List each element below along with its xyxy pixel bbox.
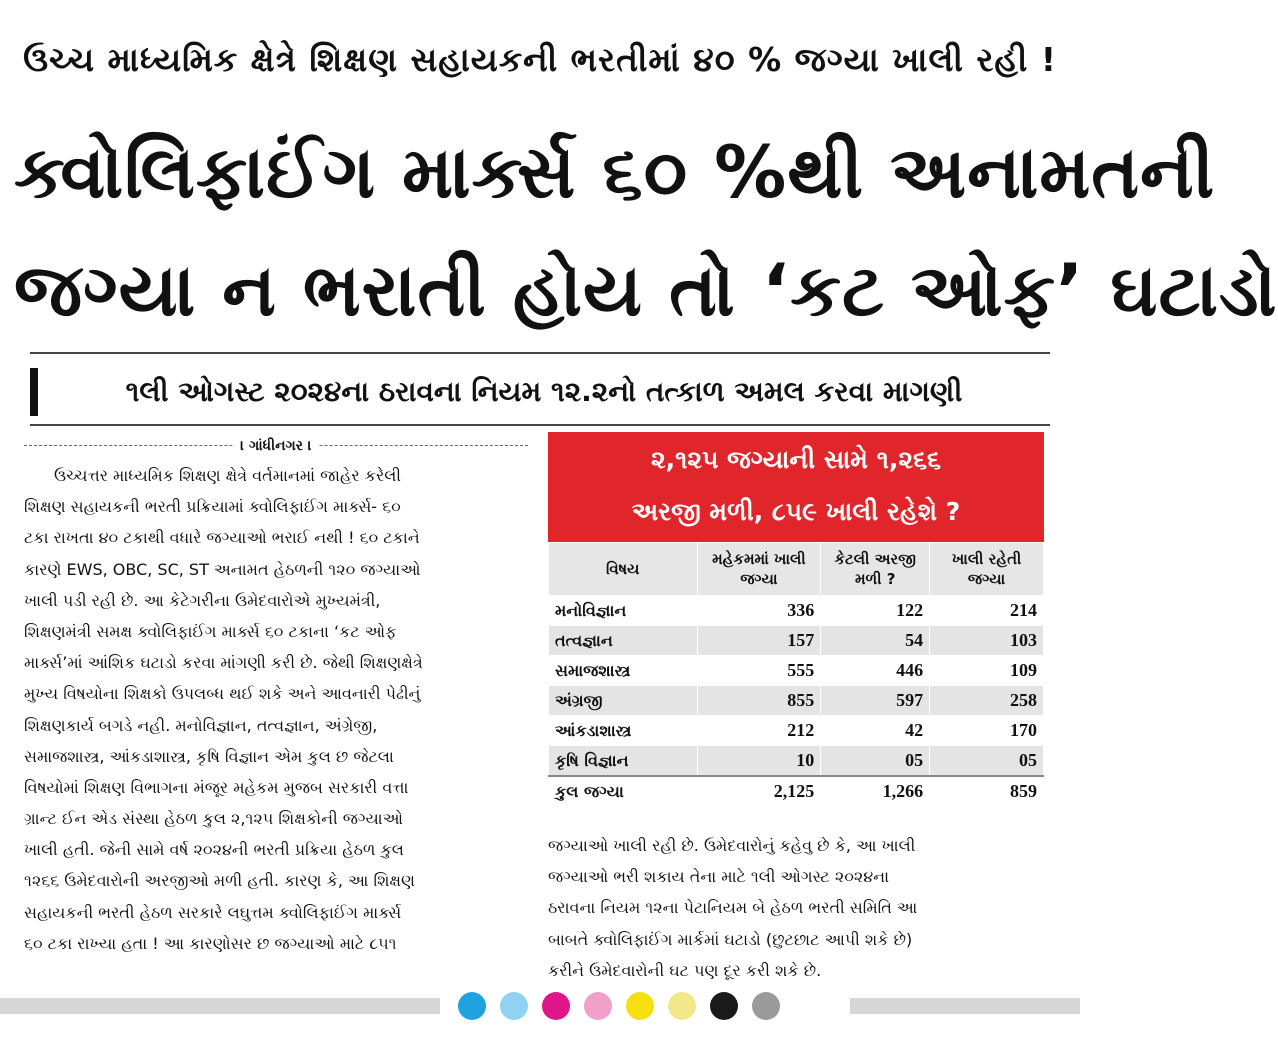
table-row <box>549 656 1044 686</box>
article-line: ગ્રાન્ટ ઈન એડ સંસ્થા હેઠળ કુલ ૨,૧૨૫ શિક્ષકોની જગ્યાઓ <box>24 809 403 829</box>
header-vacant: મહેકમમાં ખાલી જગ્યા <box>697 543 821 596</box>
article-line: ૧૨૬૬ ઉમેદવારોની અરજીઓ મળી હતી. કારણ કે, આ શિક્ષણ <box>24 871 416 891</box>
cell-applications: 597 <box>821 686 930 716</box>
cell-subject: કૃષિ વિજ્ઞાન <box>549 746 698 777</box>
cell-remaining: 214 <box>930 596 1044 626</box>
cell-applications: 42 <box>821 716 930 746</box>
article-line: જગ્યાઓ ખાલી રહી છે. ઉમેદવારોનું કહેવુ છે કે, આ ખાલી <box>548 836 916 855</box>
cell-applications: 1,266 <box>821 776 930 807</box>
cell-remaining: 859 <box>930 776 1044 807</box>
main-headline-line-2: જગ્યા ન ભરાતી હોય તો ‘કટ ઓફ’ ઘટાડો <box>14 248 1278 332</box>
print-registration-strip <box>0 992 1080 1020</box>
article-line: માર્ક્સ’માં આંશિક ઘટાડો કરવા માંગણી કરી છે. જેથી શિક્ષણક્ષેત્રે <box>24 653 423 673</box>
cell-subject: સમાજશાસ્ત્ર <box>549 656 698 686</box>
light-magenta-registration-dot <box>584 992 612 1020</box>
article-line: સહાયકની ભરતી હેઠળ સરકારે લઘુત્તમ ક્વોલિફાઈંગ માર્ક્સ <box>24 902 402 922</box>
cell-vacant: 157 <box>697 626 821 656</box>
article-line: ખાલી હતી. જેની સામે વર્ષ ૨૦૨૪ની ભરતી પ્રક્રિયા હેઠળ કુલ <box>24 840 404 860</box>
table-row <box>549 746 1044 777</box>
registration-bar-right <box>850 998 1080 1014</box>
black-registration-dot <box>710 992 738 1020</box>
gray-registration-dot <box>752 992 780 1020</box>
stats-box <box>548 432 1044 807</box>
cell-remaining: 05 <box>930 746 1044 777</box>
cell-applications: 54 <box>821 626 930 656</box>
cell-vacant: 2,125 <box>697 776 821 807</box>
table-header-row <box>549 543 1044 596</box>
registration-bar-left <box>0 998 440 1014</box>
stats-box-title-line-1: ૨,૧૨૫ જગ્યાની સામે ૧,૨૬૬ <box>650 445 942 474</box>
cell-applications: 122 <box>821 596 930 626</box>
cell-vacant: 10 <box>697 746 821 777</box>
stats-box-title-line-2: અરજી મળી, ૮૫૯ ખાલી રહેશે ? <box>631 497 961 526</box>
article-line: મુખ્ય વિષયોના શિક્ષકો ઉપલબ્ધ થઈ શકે અને આવનારી પેઢીનું <box>24 684 421 704</box>
main-headline-line-1: ક્વોલિફાઈંગ માર્ક્સ ૬૦ %થી અનામતની <box>14 130 1216 214</box>
article-line: જગ્યાઓ ભરી શકાય તેના માટે ૧લી ઓગસ્ટ ૨૦૨૪ના <box>548 867 890 887</box>
article-line: કરીને ઉમેદવારોની ઘટ પણ દૂર કરી શકે છે. <box>548 960 822 980</box>
table-row <box>549 596 1044 626</box>
light-yellow-registration-dot <box>668 992 696 1020</box>
article-line: ઉચ્ચત્તર માધ્યમિક શિક્ષણ ક્ષેત્રે વર્તમાનમાં જાહેર કરેલી <box>54 466 401 485</box>
cell-vacant: 555 <box>697 656 821 686</box>
cell-vacant: 212 <box>697 716 821 746</box>
dateline: । ગાંધીનગર । <box>232 432 319 460</box>
table-row <box>549 716 1044 746</box>
article-left-column <box>24 432 528 959</box>
light-cyan-registration-dot <box>500 992 528 1020</box>
header-subject: વિષય <box>549 543 698 596</box>
article-line: કારણે EWS, OBC, SC, ST અનામત હેઠળની ૧૨૦ જગ્યાઓ <box>24 559 421 579</box>
cell-subject: કુલ જગ્યા <box>549 776 698 807</box>
deck-rule-top <box>30 352 1050 354</box>
table-row <box>549 626 1044 656</box>
table-row <box>549 686 1044 716</box>
cell-subject: આંકડાશાસ્ત્ર <box>549 716 698 746</box>
cell-remaining: 109 <box>930 656 1044 686</box>
cell-subject: અંગ્રજી <box>549 686 698 716</box>
cell-remaining: 103 <box>930 626 1044 656</box>
cell-subject: મનોવિજ્ઞાન <box>549 596 698 626</box>
article-line: વિષયોમાં શિક્ષણ વિભાગના મંજૂર મહેકમ મુજબ સરકારી વત્તા <box>24 777 409 797</box>
cell-vacant: 336 <box>697 596 821 626</box>
deck-rule-bottom <box>30 424 1050 426</box>
dateline-row <box>24 432 528 460</box>
article-line: ખાલી પડી રહી છે. આ કેટેગરીના ઉમેદવારોએ મુખ્યમંત્રી, <box>24 590 381 610</box>
kicker-headline: ઉચ્ચ માધ્યમિક ક્ષેત્રે શિક્ષણ સહાયકની ભરતીમાં ૪૦ % જગ્યા ખાલી રહી ! <box>23 40 1057 79</box>
cell-vacant: 855 <box>697 686 821 716</box>
deck-subheadline: ૧લી ઓગસ્ટ ૨૦૨૪ના ઠરાવના નિયમ ૧૨.૨નો તત્કાળ અમલ કરવા માગણી <box>30 368 1050 416</box>
stats-box-title <box>548 432 1044 542</box>
header-applications: કેટલી અરજી મળી ? <box>821 543 930 596</box>
article-line: સમાજશાસ્ત્ર, આંકડાશાસ્ત્ર, કૃષિ વિજ્ઞાન એમ કુલ છ જેટલા <box>24 746 394 766</box>
cell-applications: 05 <box>821 746 930 777</box>
yellow-registration-dot <box>626 992 654 1020</box>
article-line: શિક્ષણ સહાયકની ભરતી પ્રક્રિયામાં ક્વોલિફાઈંગ માર્ક્સ- ૬૦ <box>24 497 401 517</box>
cell-remaining: 170 <box>930 716 1044 746</box>
cell-subject: તત્વજ્ઞાન <box>549 626 698 656</box>
article-line: બાબતે ક્વોલિફાઈંગ માર્કમાં ઘટાડો (છુટછાટ આપી શકે છે) <box>548 929 913 949</box>
magenta-registration-dot <box>542 992 570 1020</box>
cyan-registration-dot <box>458 992 486 1020</box>
article-line: શિક્ષણકાર્ય બગડે નહી. મનોવિજ્ઞાન, તત્વજ્ઞાન, અંગ્રેજી, <box>24 715 378 735</box>
article-line: ઠરાવના નિયમ ૧૨ના પેટાનિયમ બે હેઠળ ભરતી સમિતિ આ <box>548 898 918 918</box>
article-line: ટકા રાખતા ૪૦ ટકાથી વધારે જગ્યાઓ ભરાઈ નથી ! ૬૦ ટકાને <box>24 528 420 548</box>
table-total-row <box>549 776 1044 807</box>
article-line: શિક્ષણમંત્રી સમક્ષ ક્વોલિફાઈંગ માર્ક્સ ૬૦ ટકાના ‘કટ ઓફ <box>24 621 397 641</box>
article-line: ૬૦ ટકા રાખ્યા હતા ! આ કારણોસર છ જગ્યાઓ માટે ૮૫૧ <box>24 933 397 953</box>
vacancy-table <box>548 542 1044 807</box>
cell-remaining: 258 <box>930 686 1044 716</box>
header-remaining: ખાલી રહેતી જગ્યા <box>930 543 1044 596</box>
cell-applications: 446 <box>821 656 930 686</box>
article-right-column <box>548 830 1044 986</box>
